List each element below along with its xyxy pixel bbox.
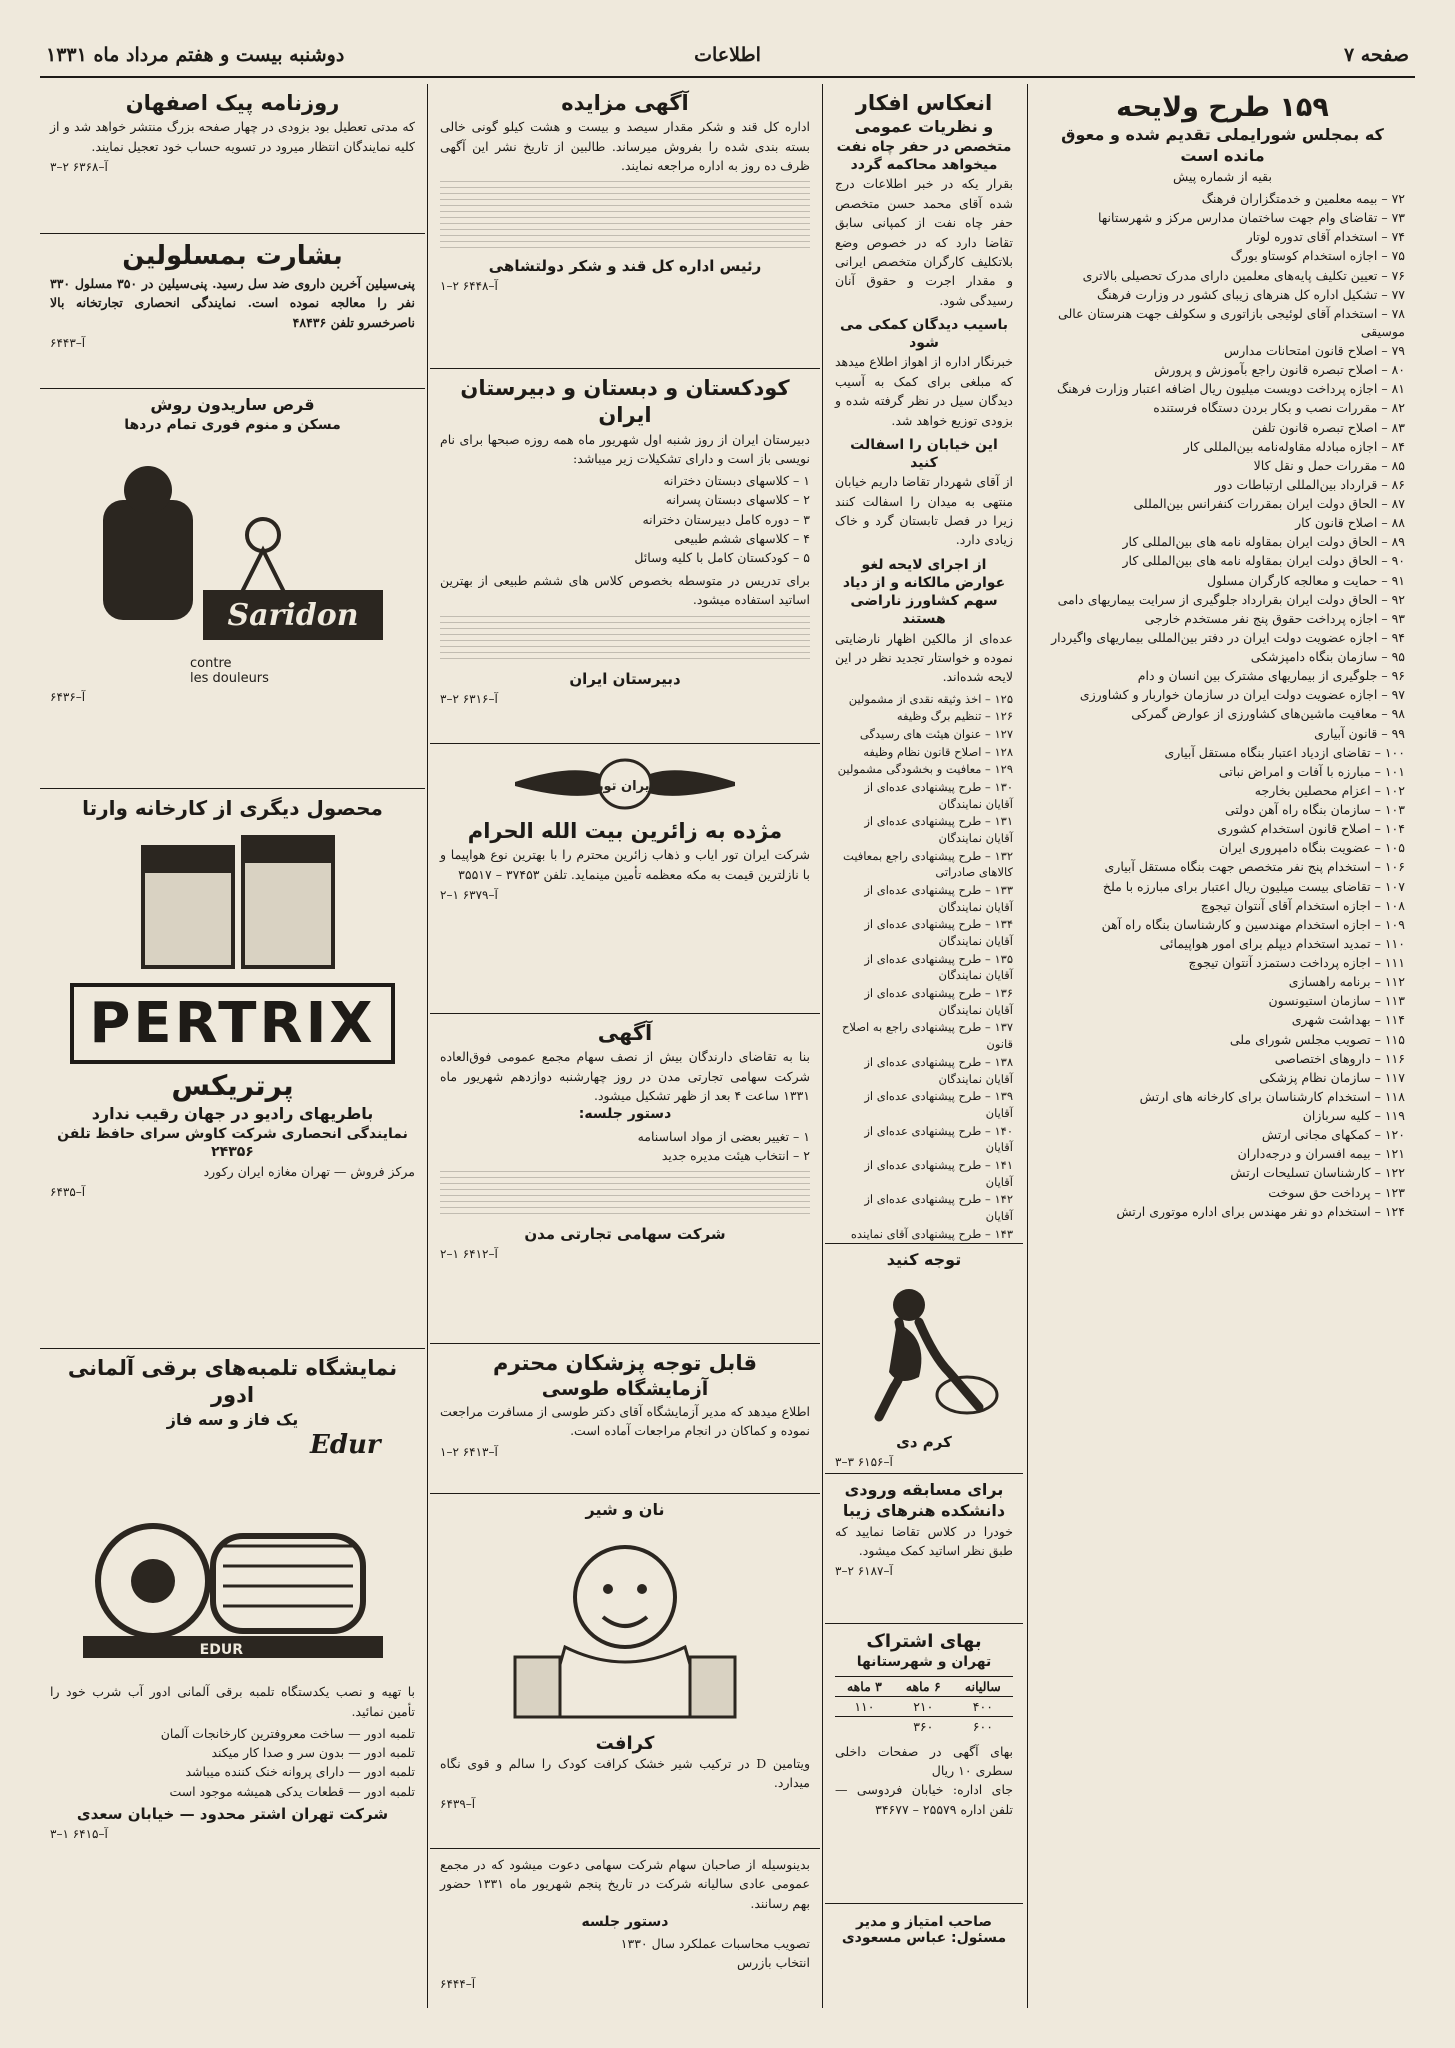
bill-item: ۷۹ – اصلاح قانون امتحانات مدارس: [1224, 343, 1405, 359]
subscription-row: [835, 1716, 1013, 1736]
lab-ad: [430, 1344, 820, 1494]
bill-item: ۱۳۵ – طرح پیشنهادی عده‌ای از آقایان نمایندگان: [864, 951, 1013, 983]
bill-item: ۸۲ – مقررات نصب و بکار بردن دستگاه فرستنده: [1153, 400, 1405, 416]
column-notices: [430, 84, 820, 2008]
pertrix-brand: PERTRIX: [70, 983, 395, 1064]
bill-item: ۸۴ – اجازه مبادله مقاوله‌نامه بین‌المللی کار: [1183, 438, 1405, 454]
page-number: صفحه ۷: [1343, 44, 1409, 66]
saridon-sub1: contre: [190, 655, 232, 671]
edur-body: با تهیه و نصب یکدستگاه تلمبه برقی آلمانی ادور آب شرب خود را تأمین نمائید.: [50, 1684, 415, 1719]
baby-milk-ad: [430, 1494, 820, 1849]
bill-item: ۷۷ – تشکیل اداره کل هنرهای زیبای کشور در وزارت فرهنگ: [1096, 286, 1405, 302]
bill-item: ۱۲۷ – عنوان هیئت های رسیدگی: [859, 727, 1013, 742]
bill-item: ۷۵ – اجازه استخدام کوستاو بورگ: [1230, 248, 1405, 264]
contest-body: خودرا در کلاس تقاضا نمایید که طبق نظر اساتید کمک میشود.: [835, 1523, 1013, 1558]
bill-item: ۹۳ – اجازه پرداخت حقوق پنج نفر مستخدم خارجی: [1144, 610, 1405, 626]
bill-item: ۱۳۴ – طرح پیشنهادی عده‌ای از آقایان نمایندگان: [864, 917, 1013, 949]
subscription-price-cell: [835, 1716, 894, 1736]
contest-code: ۳–۲ آ–۶۱۸۷: [835, 1564, 893, 1579]
subscription-table-header: [835, 1676, 1013, 1696]
edur-feature-item: تلمبه ادور — دارای پروانه خنک کننده میباشد: [185, 1764, 415, 1780]
meeting-body: بدینوسیله از صاحبان سهام شرکت سهامی دعوت میشود که در مجمع عمومی عادی سالیانه شرکت در تاریخ پنجم شهریور ماه ۱۳۳۱ حضور بهم رسانند.: [440, 1857, 810, 1911]
meeting-code: آ–۶۴۴۴: [440, 1976, 476, 1991]
bill-item: ۱۳۲ – طرح پیشنهادی راجع بمعافیت کالاهای صادراتی: [843, 848, 1013, 880]
auction-body: اداره کل قند و شکر مقدار سیصد و بیست و هشت کیلو گونی خالی بسته بندی شده را بفروش میرساند. طالبین از تاریخ نشر این آگهی ظرف ده روز به اداره مراجعه نمایند.: [440, 119, 810, 174]
bill-item: ۱۱۹ – کلیه سربازان: [1302, 1108, 1405, 1124]
edur-code: ۳–۱ آ–۶۴۱۵: [50, 1826, 108, 1841]
penicillin-code: آ–۶۴۴۳: [50, 335, 86, 350]
bills-list: [1040, 190, 1405, 1221]
bill-item: ۱۴۰ – طرح پیشنهادی عده‌ای از آقایان: [864, 1123, 1013, 1155]
agenda-item: ۲ – انتخاب هیئت مدیره جدید: [661, 1147, 810, 1163]
bill-item: ۷۴ – استخدام آقای تدوره لوتار: [1246, 229, 1405, 245]
flood-title: باسیب دیدگان کمکی می شود: [840, 317, 1008, 352]
agenda-item: انتخاب بازرس: [737, 1955, 810, 1971]
bill-item: ۱۰۲ – اعزام محصلین بخارجه: [1254, 782, 1405, 798]
bill-item: ۱۲۹ – معافیت و بخشودگی مشمولین: [837, 762, 1013, 777]
bill-item: ۹۰ – الحاق دولت ایران بمقاوله نامه های بین‌المللی کار: [1122, 553, 1405, 569]
agenda-item: ۱ – تغییر بعضی از مواد اساسنامه: [637, 1128, 810, 1144]
subscription-period-header: ساليانه: [953, 1676, 1013, 1696]
bill-item: ۸۳ – اصلاح تبصره قانون تلفن: [1251, 419, 1405, 435]
subscription-price-cell: ۲۱۰: [894, 1696, 953, 1716]
bill-item: ۱۲۲ – کارشناسان تسلیحات ارتش: [1230, 1165, 1405, 1181]
reflections-subtitle: و نظریات عمومی: [854, 117, 994, 137]
pertrix-ad: [40, 789, 425, 1349]
pertrix-agent: نمایندگی انحصاری شرکت کاوش سرای حافظ تلفن ۲۴۳۵۶: [57, 1126, 408, 1161]
bill-item: ۱۲۰ – کمکهای مجانی ارتش: [1261, 1127, 1405, 1143]
edur-feature-item: تلمبه ادور — قطعات یدکی همیشه موجود است: [169, 1783, 415, 1799]
bill-item: ۱۱۷ – سازمان نظام پزشکی: [1259, 1069, 1405, 1085]
airline-wings-logo-icon: [505, 756, 745, 812]
bill-item: ۷۶ – تعیین تکلیف پایه‌های معلمین دارای مدرک تحصیلی بالاتری: [1082, 267, 1405, 283]
bill-item: ۱۲۸ – اصلاح قانون نظام وظیفه: [863, 744, 1013, 759]
bill-item: ۱۴۳ – طرح پیشنهادی آقای نماینده: [850, 1226, 1013, 1241]
baby-ad-heading: نان و شیر: [585, 1500, 665, 1519]
saridon-slogan: مسکن و منوم فوری تمام دردها: [124, 416, 341, 433]
bills-lead: بقیه از شماره پیش: [1173, 168, 1272, 184]
pertrix-top: محصول دیگری از کارخانه وارتا: [82, 796, 383, 820]
bill-item: ۱۴۱ – طرح پیشنهادی عده‌ای از آقایان: [864, 1157, 1013, 1189]
notice-agenda-title: دستور جلسه:: [578, 1106, 672, 1123]
edur-agent: شرکت تهران اشتر محدود — خیابان سعدی: [76, 1804, 389, 1823]
owner-text: صاحب امتیاز و مدیر مسئول: عباس مسعودی: [841, 1914, 1007, 1946]
bill-item: ۷۸ – استخدام آقای لوئیجی بازاتوری و سکولف جهت هنرستان عالی موسیقی: [1058, 305, 1405, 339]
hajj-body: شرکت ایران تور ایاب و ذهاب زائرین محترم را با بهترین نوع هواپیما و با نازلترین قیمت به مکه معظمه تأمین مینماید. تلفن ۳۷۴۵۳ – ۳۵۵۱۷: [440, 847, 810, 882]
subscription-address: جای اداره: خیابان فردوسی — تلفن اداره ۲۵۵۷۹ – ۳۴۶۷۷: [835, 1782, 1013, 1817]
hajj-title: مژده به زائرین بیت الله الحرام: [467, 819, 783, 843]
school-class-item: ۴ – کلاسهای ششم طبیعی: [674, 530, 810, 546]
column-reflections: [825, 84, 1023, 2008]
subscription-price-cell: ۱۱۰: [835, 1696, 894, 1716]
lab-body: اطلاع میدهد که مدیر آزمایشگاه آقای دکتر طوسی از مسافرت مراجعت نموده و کماکان در انجام مراجعات آماده است.: [440, 1403, 810, 1439]
penicillin-body: پنی‌سیلین آخرین داروی ضد سل رسید. پنی‌سیلین در ۳۵۰ مسلول ۳۳۰ نفر را معالجه نموده است. نمایندگی انحصاری تجارتخانه بالا ناصرخسرو تلفن ۴۸۴۳۶: [50, 275, 415, 330]
bill-item: ۸۰ – اصلاح تبصره قانون راجع بآموزش و پرورش: [1154, 362, 1405, 378]
school-sign: دبیرستان ایران: [569, 669, 681, 688]
saridon-ad: [40, 389, 425, 789]
school-code: ۳–۲ آ–۶۳۱۶: [440, 691, 498, 706]
notice-body: بنا به تقاضای دارندگان بیش از نصف سهام مجمع عمومی فوق‌العاده شرکت سهامی تجارتی مدن در روز چهارشنبه دوازدهم شهریور ماه ۱۳۳۱ ساعت ۴ بعد از ظهر تشکیل میشود.: [440, 1049, 810, 1104]
asphalt-body: از آقای شهردار تقاضا داریم خیابان منتهی به میدان را اسفالت کنند زیرا در فصل تابستان گرد و خاک زیادی دارد.: [835, 474, 1013, 548]
cream-ad-brand: کرم دی: [896, 1432, 952, 1451]
bill-item: ۱۲۶ – تنظیم برگ وظیفه: [896, 709, 1013, 724]
subscription-ad-rate: بهای آگهی در صفحات داخلی سطری ۱۰ ریال: [835, 1743, 1013, 1778]
airline-logo-text: ایران تور: [595, 779, 655, 794]
bill-item: ۹۴ – اجازه عضویت دولت ایران در دفتر بین‌المللی بیماریهای واگیردار: [1051, 629, 1405, 645]
auction-notice: [430, 84, 820, 369]
pertrix-slogan: باطریهای رادیو در جهان رقیب ندارد: [91, 1104, 374, 1124]
penicillin-title: بشارت بمسلولین: [122, 241, 343, 271]
penicillin-ad: [40, 234, 425, 389]
school-class-item: ۲ – کلاسهای دبستان پسرانه: [665, 492, 810, 508]
lab-title: قابل توجه پزشکان محترم: [493, 1351, 757, 1375]
reflections-article: [825, 84, 1023, 1244]
edur-brand: Edur: [310, 1430, 381, 1461]
issue-date: دوشنبه بیست و هفتم مرداد ماه ۱۳۳۱: [46, 44, 345, 66]
reflections-heading: متخصص در حفر چاه نفت میخواهد محاکمه گردد: [836, 139, 1012, 174]
bill-item: ۱۳۹ – طرح پیشنهادی عده‌ای از آقایان: [864, 1089, 1013, 1120]
pertrix-code: آ–۶۴۳۵: [50, 1184, 86, 1199]
bill-item: ۱۰۱ – مبارزه با آفات و امراض نباتی: [1218, 763, 1405, 779]
bill-item: ۱۱۸ – استخدام کارشناسان برای کارخانه های ارتش: [1139, 1088, 1405, 1104]
cream-ad: [825, 1244, 1023, 1474]
bill-item: ۱۰۴ – اصلاح قانون استخدام کشوری: [1217, 821, 1405, 837]
cream-ad-code: ۳–۳ آ–۶۱۵۶: [835, 1454, 893, 1469]
cream-ad-title: توجه کنید: [886, 1250, 962, 1269]
peyk-notice: [40, 84, 425, 234]
bill-item: ۱۱۲ – برنامه راهسازی: [1288, 974, 1405, 990]
subscription-period-header: ۶ ماهه: [894, 1676, 953, 1696]
auction-title: آگهی مزایده: [561, 91, 689, 115]
edur-features-list: [50, 1725, 415, 1801]
reflections-title: انعکاس افکار: [855, 91, 993, 115]
paper-name: اطلاعات: [694, 44, 761, 66]
water-pump-icon: [63, 1466, 403, 1676]
saridon-top-text: قرص ساریدون روش: [150, 395, 315, 414]
bill-item: ۱۳۶ – طرح پیشنهادی عده‌ای از آقایان نمایندگان: [864, 986, 1013, 1017]
bill-item: ۱۰۶ – استخدام پنج نفر متخصص جهت بنگاه مستقل آبیاری: [1104, 859, 1405, 875]
edur-feature-item: تلمبه ادور — ساخت معروفترین کارخانجات آلمان: [160, 1726, 415, 1742]
subscription-box: [825, 1624, 1023, 1904]
school-title: کودکستان و دبستان و دبیرستان ایران: [460, 376, 790, 428]
peyk-body: که مدتی تعطیل بود بزودی در چهار صفحه بزرگ منتشر خواهد شد و از کلیه نمایندگان انتظار میرود در تسویه حساب خود تعجیل نمایند.: [50, 119, 415, 154]
bill-item: ۱۱۳ – سازمان استیونسون: [1268, 993, 1405, 1009]
auction-fine-print: [440, 181, 810, 251]
notice-agenda-list: [440, 1128, 810, 1165]
owner-box: [825, 1904, 1023, 2008]
hajj-ad: [430, 744, 820, 1014]
bill-item: ۱۳۳ – طرح پیشنهادی عده‌ای از آقایان نمایندگان: [864, 883, 1013, 914]
edur-subtitle: یک فاز و سه فاز: [166, 1409, 299, 1429]
bill-item: ۱۰۳ – سازمان بنگاه راه آهن دولتی: [1224, 802, 1405, 818]
bill-item: ۱۳۷ – طرح پیشنهادی راجع به اصلاح قانون: [841, 1020, 1013, 1052]
auction-code: ۱–۲ آ–۶۴۴۸: [440, 279, 498, 294]
bill-item: ۹۸ – معافیت ماشین‌های کشاورزی از عوارض گمرکی: [1131, 706, 1405, 722]
notice-code: ۲–۱ آ–۶۴۱۲: [440, 1246, 498, 1261]
meeting-agenda-title: دستور جلسه: [581, 1914, 669, 1931]
shareholders-notice: [430, 1014, 820, 1344]
bill-item: ۱۱۶ – داروهای اختصاصی: [1274, 1050, 1405, 1066]
battery-boxes-icon: [83, 827, 383, 977]
edur-title: نمایشگاه تلمبه‌های برقی آلمانی ادور: [67, 1356, 398, 1408]
column-divider: [1027, 84, 1028, 2008]
notice-fine-print: [440, 1171, 810, 1219]
bill-item: ۷۲ – بیمه معلمین و خدمتگزاران فرهنگ: [1201, 191, 1405, 207]
woman-illustration-icon: [839, 1277, 1009, 1427]
school-fine-print: [440, 616, 810, 664]
bill-item: ۱۰۵ – عضویت بنگاه دامپروری ایران: [1218, 840, 1405, 856]
subscription-row: [835, 1696, 1013, 1716]
column-bills: [1030, 84, 1415, 2008]
auction-sign: رئیس اداره کل قند و شکر دولتشاهی: [488, 257, 762, 276]
subscription-table: [835, 1676, 1013, 1736]
bill-item: ۱۰۹ – اجازه استخدام مهندسین و کارشناسان بنگاه راه آهن: [1101, 916, 1405, 932]
bills-title: ۱۵۹ طرح ولایحه: [1116, 92, 1329, 123]
bills-list-continued: [835, 691, 1013, 1244]
reflections-body: بقرار یکه در خبر اطلاعات درج شده آقای محمد حسن متخصص حفر چاه نفت از کمپانی سابق تقاضا دارد که در خصوص وضع بلاتکلیف کارگران متخصص ایرانی و مقدار اجرت و حقوق آنان رسیدگی شود.: [835, 176, 1013, 308]
notice-sign: شرکت سهامی تجارتی مدن: [524, 1224, 726, 1243]
saridon-code: آ–۶۴۳۶: [50, 689, 86, 704]
landlord-title: از اجرای لایحه لغو عوارض مالکانه و از دیاد سهم کشاورز ناراضی هستند: [842, 556, 1006, 628]
school-class-item: ۳ – دوره کامل دبیرستان دخترانه: [642, 511, 810, 527]
notice-title: آگهی: [597, 1021, 653, 1045]
bill-item: ۸۶ – قرارداد بین‌المللی ارتباطات دور: [1214, 476, 1405, 492]
bill-item: ۱۳۸ – طرح پیشنهادی عده‌ای از آقایان نمایندگان: [864, 1054, 1013, 1086]
bill-item: ۱۱۴ – بهداشت شهری: [1291, 1012, 1405, 1028]
subscription-price-cell: ۴۰۰: [953, 1696, 1013, 1716]
column-ads: [40, 84, 425, 2008]
subscription-title: بهای اشتراک: [866, 1631, 982, 1652]
bill-item: ۹۲ – الحاق دولت ایران بقرارداد جلوگیری از سرایت بیماریهای دامی: [1057, 591, 1405, 607]
lab-code: ۱–۲ آ–۶۴۱۳: [440, 1444, 498, 1459]
bill-item: ۱۱۵ – تصویب مجلس شورای ملی: [1229, 1031, 1405, 1047]
edur-plate-label: EDUR: [199, 1642, 243, 1659]
bill-item: ۸۷ – الحاق دولت ایران بمقررات کنفرانس بین‌المللی: [1133, 496, 1405, 512]
school-class-item: ۱ – کلاسهای دبستان دخترانه: [663, 473, 810, 489]
bill-item: ۱۰۰ – تقاضای ازدیاد اعتبار بنگاه مستقل آبیاری: [1164, 744, 1405, 760]
baby-illustration-icon: [475, 1527, 775, 1727]
hajj-code: ۲–۱ آ–۶۳۷۹: [440, 888, 498, 903]
bill-item: ۹۹ – قانون آبیاری: [1314, 725, 1405, 741]
bill-item: ۱۴۲ – طرح پیشنهادی عده‌ای از آقایان: [864, 1192, 1013, 1223]
baby-ad-body: ویتامین D در ترکیب شیر خشک کرافت کودک را سالم و قوی نگاه میدارد.: [440, 1755, 810, 1791]
bill-item: ۸۸ – اصلاح قانون کار: [1295, 515, 1405, 531]
subscription-price-cell: ۶۰۰: [953, 1716, 1013, 1736]
column-divider: [822, 84, 823, 2008]
bill-item: ۷۳ – تقاضای وام جهت ساختمان مدارس مرکز و شهرستانها: [1097, 210, 1405, 226]
bill-item: ۱۲۱ – بیمه افسران و درجه‌داران: [1237, 1146, 1405, 1162]
bill-item: ۱۱۱ – اجازه پرداخت دستمزد آنتوان تیجوچ: [1188, 955, 1405, 971]
bill-item: ۹۱ – حمایت و معالجه کارگران مسلول: [1206, 572, 1405, 588]
school-intro: دبیرستان ایران از روز شنبه اول شهریور ماه همه روزه صبحها برای نام نویسی باز است و دارای تشکیلات زیر میباشد:: [440, 431, 810, 466]
edur-feature-item: تلمبه ادور — بدون سر و صدا کار میکند: [211, 1745, 415, 1761]
bills-subtitle: که بمجلس شورایملی تقدیم شده و معوق مانده است: [1061, 125, 1384, 165]
flood-body: خبرنگار اداره از اهواز اطلاع میدهد که مبلغی برای کمک به آسیب دیدگان سیل در نظر گرفته شده و بزودی توزیع خواهد شد.: [835, 354, 1013, 428]
contest-ad: [825, 1474, 1023, 1624]
bill-item: ۸۵ – مقررات حمل و نقل کالا: [1253, 457, 1405, 473]
asphalt-title: این خیابان را اسفالت کنید: [850, 436, 998, 472]
baby-ad-brand: کرافت: [595, 1732, 655, 1754]
bill-item: ۸۱ – اجازه پرداخت دویست میلیون ریال اضافه اعتبار وزارت فرهنگ: [1056, 381, 1405, 397]
lab-subtitle: آزمایشگاه طوسی: [541, 1378, 709, 1401]
page-header: [40, 40, 1415, 78]
bill-item: ۱۱۰ – تمدید استخدام دیپلم برای امور هواپیمائی: [1159, 935, 1405, 951]
baby-ad-code: آ–۶۴۳۹: [440, 1796, 476, 1811]
landlord-body: عده‌ای از مالکین اظهار نارضایتی نموده و خواستار تجدید نظر در این لایحه شده‌اند.: [835, 630, 1013, 685]
school-body: برای تدریس در متوسطه بخصوص کلاس های ششم طبیعی از بهترین اساتید استفاده میشود.: [440, 572, 810, 608]
subscription-subtitle: تهران و شهرستانها: [856, 1654, 992, 1671]
bill-item: ۹۷ – اجازه عضویت دولت ایران در سازمان خواربار و کشاورزی: [1079, 687, 1405, 703]
meeting-agenda-list: [440, 1935, 810, 1972]
school-ad: [430, 369, 820, 744]
agenda-item: تصویب محاسبات عملکرد سال ۱۳۳۰: [620, 1936, 810, 1952]
bill-item: ۹۵ – سازمان بنگاه دامپزشکی: [1250, 649, 1405, 665]
peyk-code: ۳–۲ آ–۶۳۶۸: [50, 160, 108, 175]
bill-item: ۱۲۴ – استخدام دو نفر مهندس برای اداره موتوری ارتش: [1116, 1203, 1405, 1219]
column-divider: [427, 84, 428, 2008]
school-classes-list: [440, 472, 810, 567]
peyk-title: روزنامه پیک اصفهان: [125, 91, 340, 115]
school-class-item: ۵ – کودکستان کامل با کلیه وسائل: [634, 549, 810, 565]
bill-item: ۹۶ – جلوگیری از بیماریهای مشترک بین انسان و دام: [1137, 668, 1405, 684]
bill-item: ۱۰۷ – تقاضای بیست میلیون ریال اعتبار برای مبارزه با ملخ: [1102, 878, 1405, 894]
saridon-sub2: les douleurs: [190, 670, 269, 686]
meeting-notice: [430, 1849, 820, 2008]
edur-ad: [40, 1349, 425, 2008]
subscription-price-cell: ۳۶۰: [894, 1716, 953, 1736]
saridon-illustration-icon: [73, 440, 393, 650]
subscription-period-header: ۳ ماهه: [835, 1676, 894, 1696]
bill-item: ۸۹ – الحاق دولت ایران بمقاوله نامه های بین‌المللی کار: [1122, 534, 1405, 550]
pertrix-fa: پرتریکس: [171, 1069, 294, 1102]
pertrix-shop: مرکز فروش — تهران مغازه ایران رکورد: [203, 1163, 415, 1179]
bill-item: ۱۳۱ – طرح پیشنهادی عده‌ای از آقایان نمایندگان: [864, 814, 1013, 846]
bill-item: ۱۳۰ – طرح پیشنهادی عده‌ای از آقایان نمایندگان: [864, 780, 1013, 811]
bill-item: ۱۲۵ – اخذ وثیقه نقدی از مشمولین: [848, 691, 1013, 706]
bills-article: [1030, 84, 1415, 2008]
saridon-brand: Saridon: [226, 597, 359, 633]
contest-title: برای مسابقه ورودی دانشکده هنرهای زیبا: [842, 1480, 1006, 1520]
bill-item: ۱۰۸ – اجازه استخدام آقای آنتوان تیجوچ: [1200, 897, 1405, 913]
bill-item: ۱۲۳ – پرداخت حق سوخت: [1268, 1184, 1405, 1200]
subscription-table-body: [835, 1696, 1013, 1736]
